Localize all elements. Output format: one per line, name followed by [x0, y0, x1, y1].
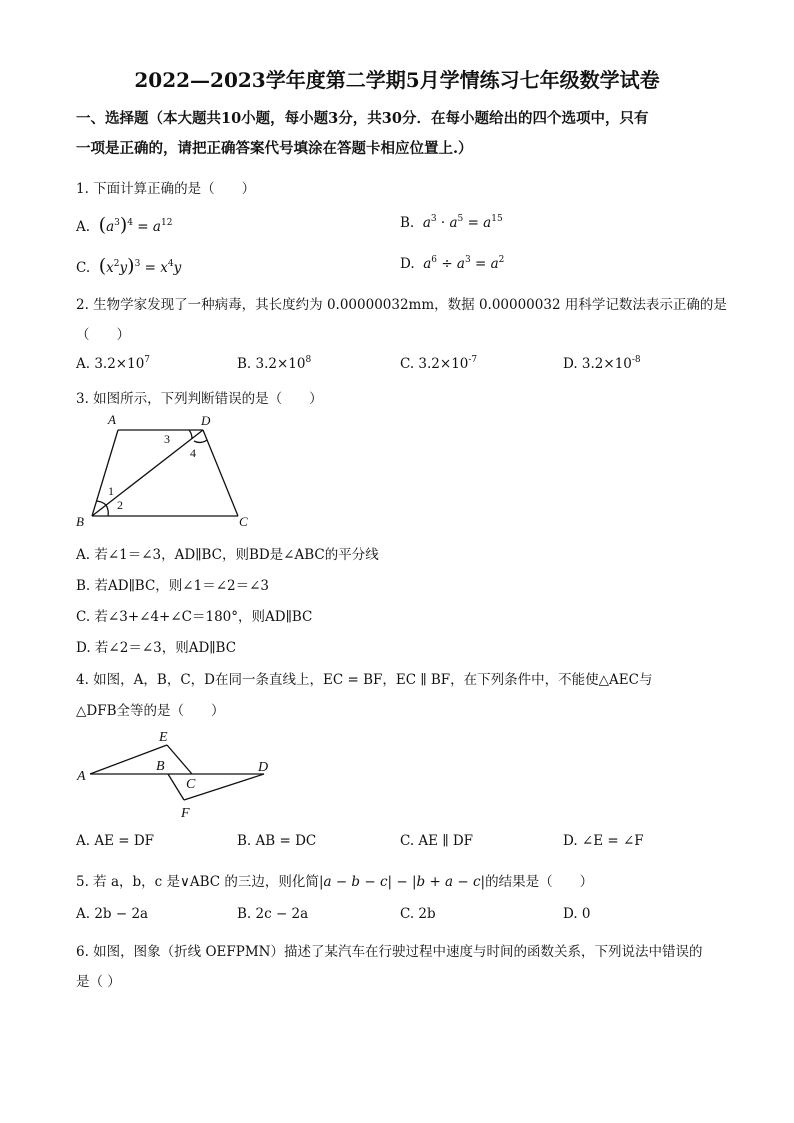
label-d: D: [201, 413, 211, 428]
segment-bd: [92, 430, 203, 516]
section-heading-line1: 一、选择题（本大题共10小题，每小题3分，共30分．在每小题给出的四个选项中，只有: [76, 110, 649, 127]
q2-option-b: B. $3.2\times 10^8$: [237, 355, 312, 372]
q1-stem: 1. 下面计算正确的是（ ）: [76, 181, 256, 197]
page-title: 2022—2023学年度第二学期5月学情练习七年级数学试卷: [134, 68, 660, 92]
q5-option-c: C. 2b: [400, 906, 436, 922]
segment-bf: [168, 774, 184, 800]
q3-trapezoid-figure: [70, 408, 260, 533]
angle-4-arc: [194, 440, 207, 442]
segment-ec: [167, 745, 192, 774]
q4-option-d: D. ∠E = ∠F: [563, 833, 644, 849]
label-c: C: [239, 514, 248, 529]
q2-stem-line2: （ ）: [76, 327, 130, 343]
q1-option-b: B. $a^3 \cdot a^5 = a^{15}$: [400, 214, 503, 231]
q4-option-a: A. AE = DF: [76, 833, 155, 849]
angle-1-arc: [96, 501, 106, 505]
segment-fd: [184, 774, 264, 800]
q4-stem-line2: △DFB全等的是（ ）: [76, 703, 225, 719]
q4-option-c: C. AE ∥ DF: [400, 833, 474, 849]
label-e: E: [159, 730, 168, 745]
angle-2-arc: [106, 505, 108, 516]
segment-dc: [203, 430, 238, 516]
q3-option-b: B. 若AD∥BC，则∠1＝∠2＝∠3: [76, 578, 270, 594]
q5-option-b: B. 2c − 2a: [237, 906, 309, 922]
label-a: A: [108, 412, 116, 427]
label-b: B: [76, 514, 84, 529]
q1-option-d: D. $a^6 \div a^3 = a^2$: [400, 255, 505, 272]
label-f: F: [181, 806, 190, 821]
label-angle-4: 4: [190, 446, 196, 460]
label-angle-2: 2: [117, 498, 123, 512]
q5-stem: 5. 若 a，b，c 是∨ABC 的三边，则化简|a − b − c| − |b + a − c|的结果是（ ）: [76, 874, 594, 890]
q6-stem-line1: 6. 如图，图象（折线 OEFPMN）描述了某汽车在行驶过程中速度与时间的函数关系，下列说法中错误的: [76, 944, 703, 960]
label-a: A: [77, 769, 86, 784]
q3-option-d: D. 若∠2＝∠3，则AD∥BC: [76, 640, 237, 656]
angle-3-arc: [189, 430, 192, 439]
q5-option-d: D. 0: [563, 906, 591, 922]
q1-option-c: C. $(x^2y)^3 = x^4y$: [76, 255, 182, 277]
q4-stem-line1: 4. 如图，A，B，C，D在同一条直线上，EC = BF，EC ∥ BF，在下列条件中，不能使△AEC与: [76, 672, 653, 688]
label-angle-3: 3: [164, 432, 170, 446]
q6-stem-line2: 是（ ）: [76, 974, 121, 990]
q2-option-a: A. $3.2\times 10^7$: [76, 355, 151, 372]
q1-option-a: A. $(a^3)^4 = a^{12}$: [76, 214, 173, 236]
section-heading-line2: 一项是正确的，请把正确答案代号填涂在答题卡相应位置上.）: [76, 140, 473, 157]
label-c: C: [186, 777, 196, 792]
q2-stem-line1: 2. 生物学家发现了一种病毒，其长度约为 0.00000032mm，数据 0.00000032 用科学记数法表示正确的是: [76, 297, 727, 313]
q4-option-b: B. AB = DC: [237, 833, 317, 849]
q2-option-c: C. $3.2\times 10^{-7}$: [400, 355, 478, 372]
q5-option-a: A. 2b − 2a: [76, 906, 149, 922]
label-b: B: [156, 759, 165, 774]
q4-triangles-figure: [72, 725, 282, 825]
q2-option-d: D. $3.2\times 10^{-8}$: [563, 355, 641, 372]
q3-option-c: C. 若∠3+∠4+∠C＝180°，则AD∥BC: [76, 609, 313, 625]
segment-ab: [92, 430, 118, 516]
label-angle-1: 1: [108, 484, 114, 498]
q3-stem: 3. 如图所示，下列判断错误的是（ ）: [76, 391, 323, 407]
q3-option-a: A. 若∠1＝∠3，AD∥BC，则BD是∠ABC的平分线: [76, 547, 379, 563]
label-d: D: [258, 760, 269, 775]
q5-expression: |a − b − c| − |b + a − c|: [318, 874, 486, 890]
